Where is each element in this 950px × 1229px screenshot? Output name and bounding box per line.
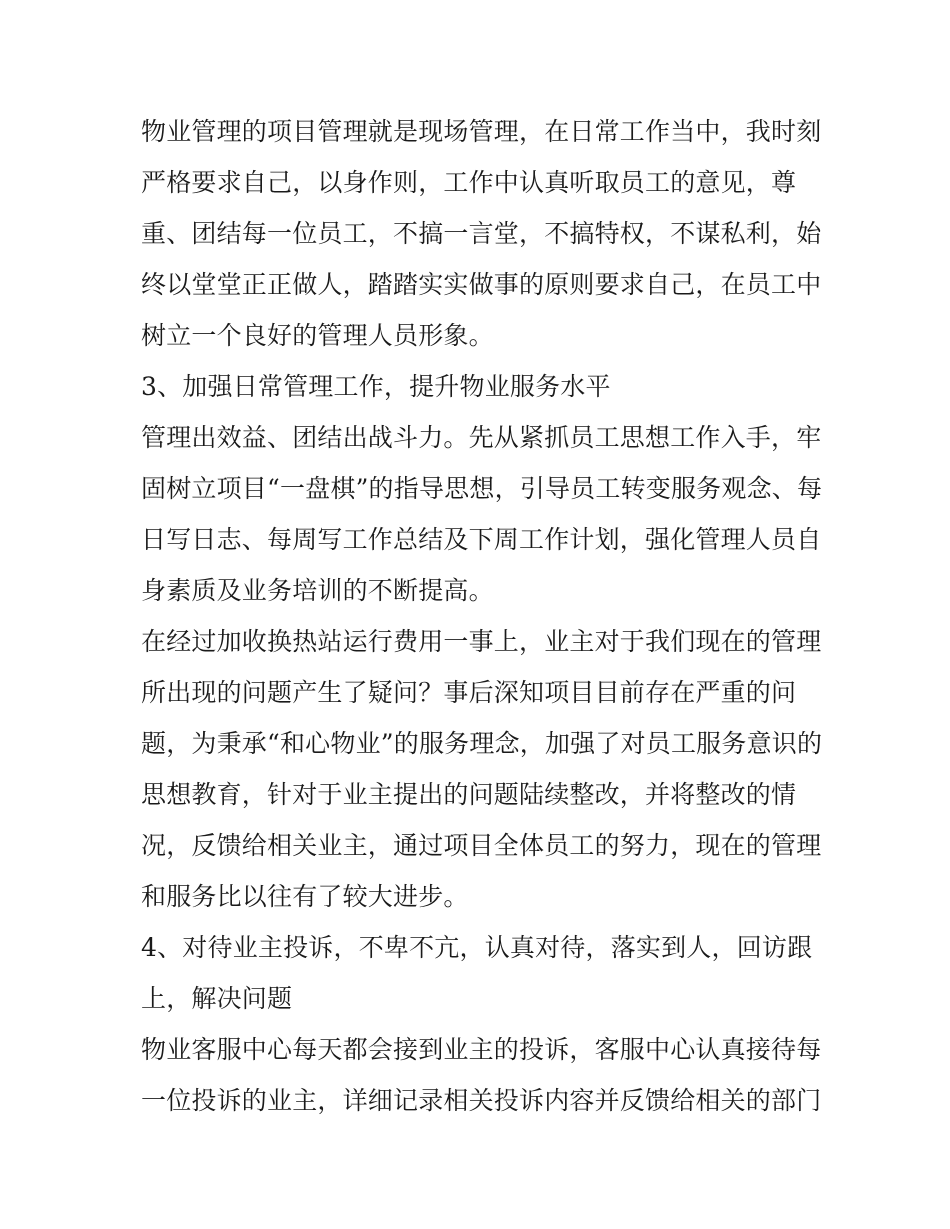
section-heading-4: 4、对待业主投诉，不卑不亢，认真对待，落实到人，回访跟: [141, 933, 813, 962]
text-line: 管理出效益、团结出战斗力。先从紧抓员工思想工作入手，牢: [141, 423, 822, 452]
text-line: 物业管理的项目管理就是现场管理，在日常工作当中，我时刻: [141, 117, 822, 146]
text-line: 所出现的问题产生了疑问？事后深知项目目前存在严重的问: [141, 678, 797, 707]
text-line: 题，为秉承“和心物业”的服务理念，加强了对员工服务意识的: [141, 729, 823, 758]
text-line: 树立一个良好的管理人员形象。: [141, 321, 494, 350]
text-line: 重、团结每一位员工，不搞一言堂，不搞特权，不谋私利，始: [141, 219, 822, 248]
text-line: 和服务比以往有了较大进步。: [141, 882, 469, 911]
text-line: 思想教育，针对于业主提出的问题陆续整改，并将整改的情: [141, 780, 797, 809]
text-line: 日写日志、每周写工作总结及下周工作计划，强化管理人员自: [141, 525, 822, 554]
text-line: 在经过加收换热站运行费用一事上，业主对于我们现在的管理: [141, 627, 822, 656]
text-line: 物业客服中心每天都会接到业主的投诉，客服中心认真接待每: [141, 1035, 822, 1064]
text-line: 况，反馈给相关业主，通过项目全体员工的努力，现在的管理: [141, 831, 822, 860]
text-line: 严格要求自己，以身作则，工作中认真听取员工的意见，尊: [141, 168, 797, 197]
text-line: 固树立项目“一盘棋”的指导思想，引导员工转变服务观念、每: [141, 474, 823, 503]
document-body: [141, 106, 821, 1126]
text-line: 终以堂堂正正做人，踏踏实实做事的原则要求自己，在员工中: [141, 270, 822, 299]
section-heading-4-continued: 上，解决问题: [141, 984, 293, 1013]
section-heading-3: 3、加强日常管理工作，提升物业服务水平: [141, 372, 611, 401]
text-line: 一位投诉的业主，详细记录相关投诉内容并反馈给相关的部门: [141, 1086, 822, 1115]
text-line: 身素质及业务培训的不断提高。: [141, 576, 494, 605]
